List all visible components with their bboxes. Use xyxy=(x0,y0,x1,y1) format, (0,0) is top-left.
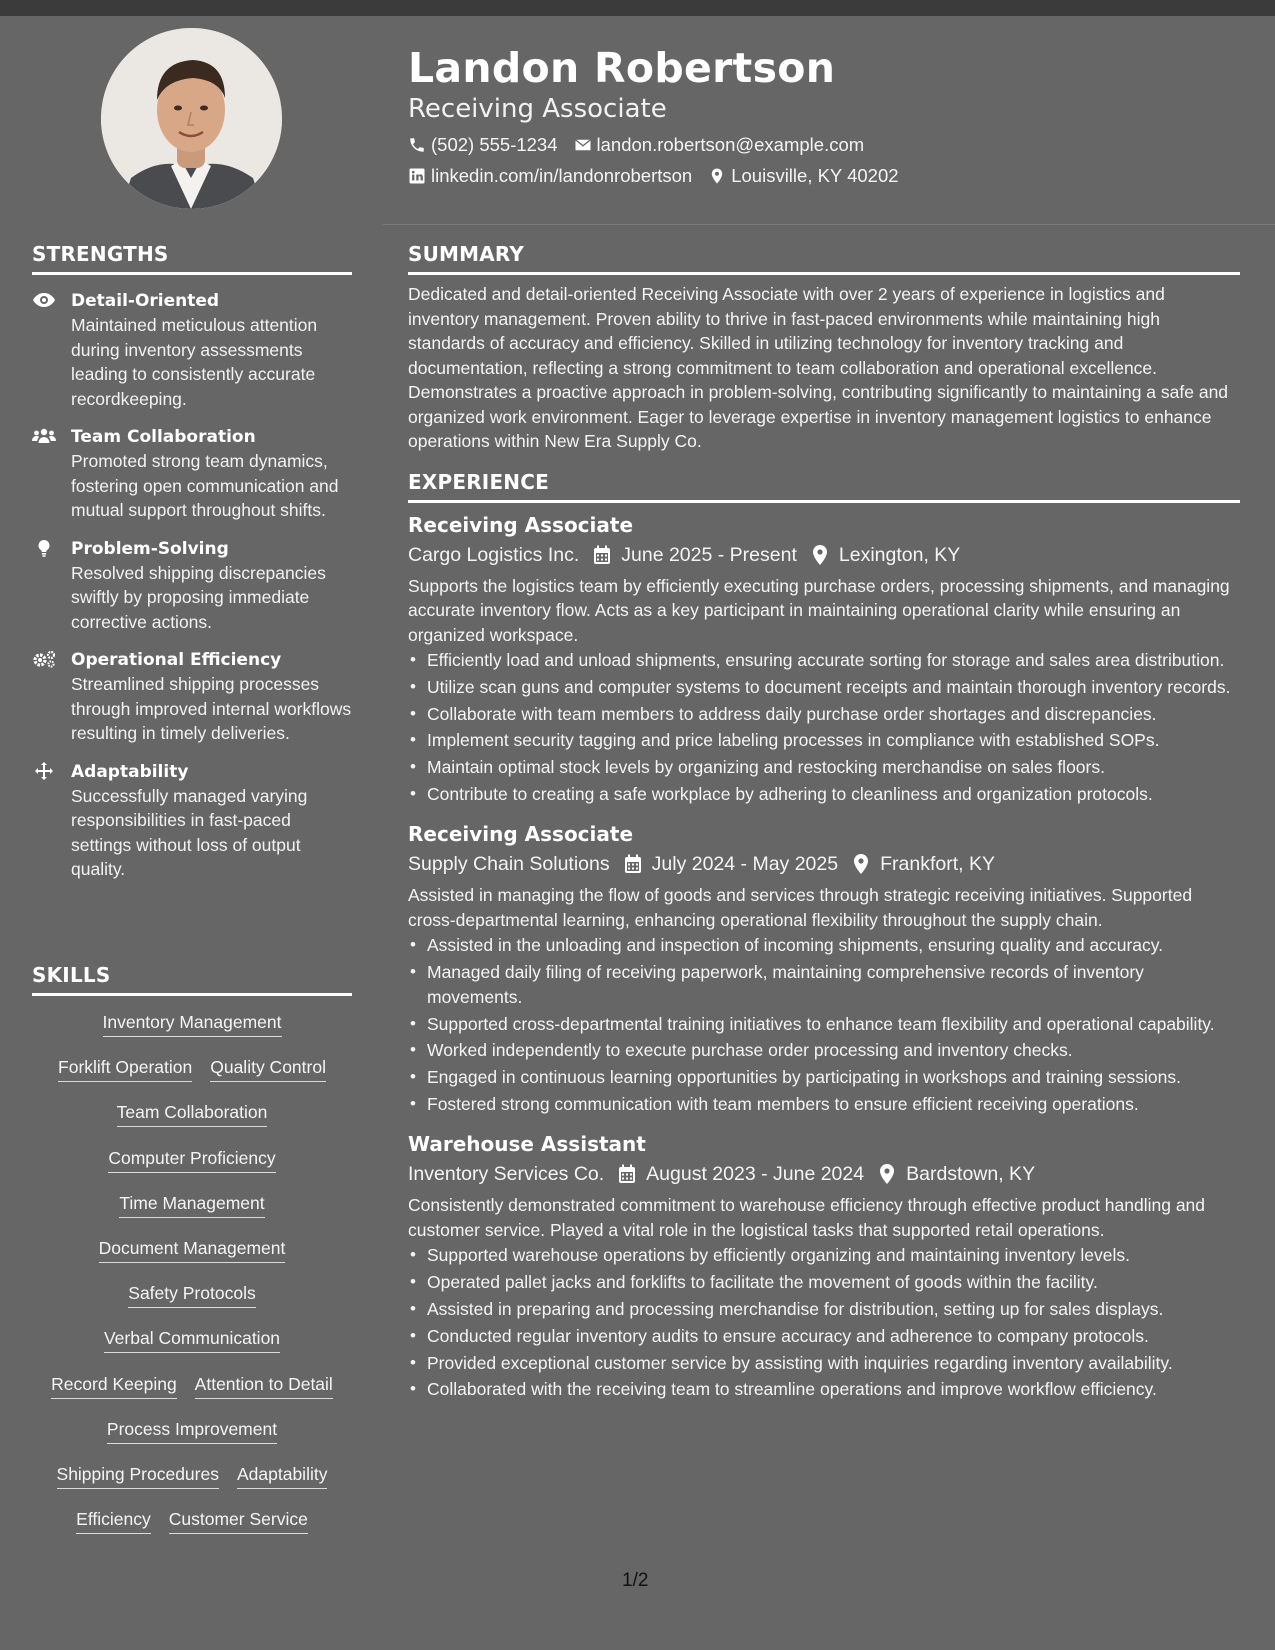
eye-icon xyxy=(32,291,56,309)
summary-heading: SUMMARY xyxy=(408,242,1240,275)
experience-heading: EXPERIENCE xyxy=(408,470,1240,503)
skill-tag: Process Improvement xyxy=(107,1418,277,1444)
phone-contact[interactable] xyxy=(408,133,558,157)
skill-tag: Computer Proficiency xyxy=(108,1147,275,1173)
strength-title: Detail-Oriented xyxy=(71,291,220,311)
bullet-item: • Assisted in the unloading and inspection of incoming shipments, ensuring quality and accuracy. xyxy=(408,933,1240,958)
map-pin-icon xyxy=(852,854,870,874)
strength-item xyxy=(32,648,352,746)
lightbulb-icon xyxy=(32,539,56,557)
bullet-item: • Efficiently load and unload shipments, ensuring accurate sorting for storage and sales area distribution. xyxy=(408,648,1240,673)
strength-desc: Promoted strong team dynamics, fostering open communication and mutual support throughout shifts. xyxy=(71,451,339,520)
skill-tag: Quality Control xyxy=(210,1056,326,1082)
job-bullets xyxy=(408,1243,1240,1401)
skill-tag: Team Collaboration xyxy=(117,1101,268,1127)
resume-header xyxy=(408,42,1238,188)
strength-desc: Streamlined shipping processes through improved internal workflows resulting in timely deliveries. xyxy=(71,674,352,743)
phone-icon xyxy=(408,136,426,154)
bullet-item: • Implement security tagging and price labeling processes in compliance with established SOPs. xyxy=(408,728,1240,753)
bullet-item: • Worked independently to execute purchase order processing and inventory checks. xyxy=(408,1038,1240,1063)
job-meta xyxy=(408,540,1240,570)
bullet-item: • Supported warehouse operations by efficiently organizing and maintaining inventory levels. xyxy=(408,1243,1240,1268)
skill-row xyxy=(32,1147,352,1192)
skill-tag: Time Management xyxy=(119,1192,264,1218)
skill-row xyxy=(32,1327,352,1372)
candidate-name: Landon Robertson xyxy=(408,44,836,92)
job-bullets xyxy=(408,648,1240,806)
strengths-heading: STRENGTHS xyxy=(32,242,352,275)
job-description: Assisted in managing the flow of goods and services through strategic receiving initiatives. Supported cross-departmental learning, enhancing operational flexibility throughout the supply chain. xyxy=(408,885,1193,930)
skills-heading: SKILLS xyxy=(32,963,352,996)
skill-list xyxy=(32,1011,352,1553)
skill-row xyxy=(32,1011,352,1056)
linkedin-text: linkedin.com/in/landonrobertson xyxy=(431,165,693,186)
strength-title: Problem-Solving xyxy=(71,538,229,559)
skill-tag: Record Keeping xyxy=(51,1373,177,1399)
bullet-item: • Utilize scan guns and computer systems to document receipts and maintain thorough inventory records. xyxy=(408,675,1240,700)
profile-photo xyxy=(101,28,282,209)
bullet-item: • Engaged in continuous learning opportunities by participating in workshops and training sessions. xyxy=(408,1065,1240,1090)
bullet-item: • Conducted regular inventory audits to ensure accuracy and adherence to company protocols. xyxy=(408,1324,1240,1349)
job-company: Inventory Services Co. xyxy=(408,1163,605,1186)
skill-row xyxy=(32,1192,352,1237)
job-description: Consistently demonstrated commitment to warehouse efficiency through effective product handling and customer service. Played a vital role in the logistical tasks that supported retail operations. xyxy=(408,1195,1206,1240)
job-location: Bardstown, KY xyxy=(906,1163,1036,1186)
skill-tag: Safety Protocols xyxy=(128,1282,255,1308)
page-number: 1/2 xyxy=(622,1570,649,1591)
arrows-move-icon xyxy=(32,762,56,780)
location-contact xyxy=(708,164,898,188)
job-bullets xyxy=(408,933,1240,1116)
bullet-item: • Fostered strong communication with team members to ensure efficient receiving operations. xyxy=(408,1092,1240,1117)
location-text: Louisville, KY 40202 xyxy=(731,165,899,186)
bullet-item: • Collaborate with team members to address daily purchase order shortages and discrepancies. xyxy=(408,702,1240,727)
map-pin-icon xyxy=(708,167,726,185)
skill-row xyxy=(32,1373,352,1418)
job-entry xyxy=(408,1130,1240,1401)
envelope-icon xyxy=(574,136,592,154)
strength-item xyxy=(32,289,352,411)
skill-row xyxy=(32,1056,352,1101)
job-dates: June 2025 - Present xyxy=(621,543,797,566)
bullet-item: • Contribute to creating a safe workplace by adhering to cleanliness and organization protocols. xyxy=(408,782,1240,807)
bullet-item: • Managed daily filing of receiving paperwork, maintaining comprehensive records of inventory movements. xyxy=(408,960,1240,1009)
strength-item xyxy=(32,537,352,635)
strength-item xyxy=(32,760,352,882)
header-divider xyxy=(383,224,1275,225)
gears-icon xyxy=(32,650,56,668)
strength-title: Operational Efficiency xyxy=(71,650,282,670)
skill-tag: Inventory Management xyxy=(103,1011,282,1037)
strength-title: Team Collaboration xyxy=(71,427,256,447)
skill-row xyxy=(32,1237,352,1282)
job-dates: August 2023 - June 2024 xyxy=(646,1163,865,1186)
contact-line-1 xyxy=(408,133,1238,157)
skill-tag: Forklift Operation xyxy=(58,1056,192,1082)
job-meta xyxy=(408,849,1240,879)
email-text: landon.robertson@example.com xyxy=(596,134,865,155)
skill-row xyxy=(32,1418,352,1463)
strength-desc: Successfully managed varying responsibilities in fast-paced settings without loss of output quality. xyxy=(71,785,308,879)
job-description: Supports the logistics team by efficiently executing purchase orders, processing shipments, and managing accurate inventory flow. Acts as a key participant in maintaining operational clarity while ensuring an organized workspace. xyxy=(408,575,1230,645)
skill-row xyxy=(32,1508,352,1553)
skill-tag: Document Management xyxy=(99,1237,286,1263)
skill-tag: Attention to Detail xyxy=(195,1373,333,1399)
calendar-icon xyxy=(624,854,642,874)
job-company: Cargo Logistics Inc. xyxy=(408,543,580,566)
phone-text: (502) 555-1234 xyxy=(431,134,558,155)
calendar-icon xyxy=(593,545,611,565)
bullet-item: • Collaborated with the receiving team to streamline operations and improve workflow efficiency. xyxy=(408,1377,1240,1402)
skill-tag: Adaptability xyxy=(237,1463,327,1489)
skill-tag: Customer Service xyxy=(169,1508,308,1534)
bullet-item: • Maintain optimal stock levels by organizing and restocking merchandise on sales floors. xyxy=(408,755,1240,780)
skill-tag: Efficiency xyxy=(76,1508,151,1534)
job-entry xyxy=(408,820,1240,1116)
job-title: Receiving Associate xyxy=(408,512,634,537)
strength-desc: Resolved shipping discrepancies swiftly by proposing immediate corrective actions. xyxy=(71,562,326,632)
portrait-image xyxy=(101,28,282,209)
strength-title: Adaptability xyxy=(71,761,189,782)
skill-row xyxy=(32,1101,352,1146)
job-location: Frankfort, KY xyxy=(880,853,995,876)
summary-text: Dedicated and detail-oriented Receiving Associate with over 2 years of experience in logistics and inventory management. Proven ability to thrive in fast-paced environments while maintaining high standards of accuracy and efficiency. Skilled in utilizing technology for inventory tracking and documentation, reflecting a strong commitment to team collaboration and operational excellence. Demonstrates a proactive approach in problem-solving, contributing significantly to maintaining a safe and organized work environment. Eager to leverage expertise in inventory management logistics to enhance operations within New Era Supply Co. xyxy=(408,284,1229,451)
strength-desc: Maintained meticulous attention during inventory assessments leading to consistently accurate recordkeeping. xyxy=(71,315,318,409)
job-company: Supply Chain Solutions xyxy=(408,853,610,876)
linkedin-contact[interactable] xyxy=(408,164,692,188)
map-pin-icon xyxy=(878,1164,896,1184)
job-meta xyxy=(408,1159,1240,1189)
bullet-item: • Operated pallet jacks and forklifts to facilitate the movement of goods within the facility. xyxy=(408,1270,1240,1295)
job-title: Warehouse Assistant xyxy=(408,1132,646,1157)
top-bar xyxy=(0,0,1275,16)
skill-tag: Shipping Procedures xyxy=(57,1463,219,1489)
skills-section xyxy=(32,963,352,1553)
strengths-section xyxy=(32,242,352,882)
job-location: Lexington, KY xyxy=(838,543,961,566)
job-title: Receiving Associate xyxy=(408,822,634,847)
main-content xyxy=(408,242,1240,1404)
candidate-title: Receiving Associate xyxy=(408,94,667,124)
bullet-item: • Provided exceptional customer service by assisting with inquiries regarding inventory availability. xyxy=(408,1351,1240,1376)
users-icon xyxy=(32,427,56,445)
bullet-item: • Supported cross-departmental training initiatives to enhance team flexibility and operational capability. xyxy=(408,1012,1240,1037)
skill-row xyxy=(32,1282,352,1327)
email-contact[interactable] xyxy=(574,133,865,157)
skill-row xyxy=(32,1463,352,1508)
contact-line-2 xyxy=(408,164,1238,188)
strength-item xyxy=(32,425,352,523)
job-entry xyxy=(408,511,1240,807)
map-pin-icon xyxy=(811,545,829,565)
linkedin-icon xyxy=(408,167,426,185)
skill-tag: Verbal Communication xyxy=(104,1327,280,1353)
calendar-icon xyxy=(618,1164,636,1184)
bullet-item: • Assisted in preparing and processing merchandise for distribution, setting up for sales displays. xyxy=(408,1297,1240,1322)
job-dates: July 2024 - May 2025 xyxy=(651,853,839,876)
